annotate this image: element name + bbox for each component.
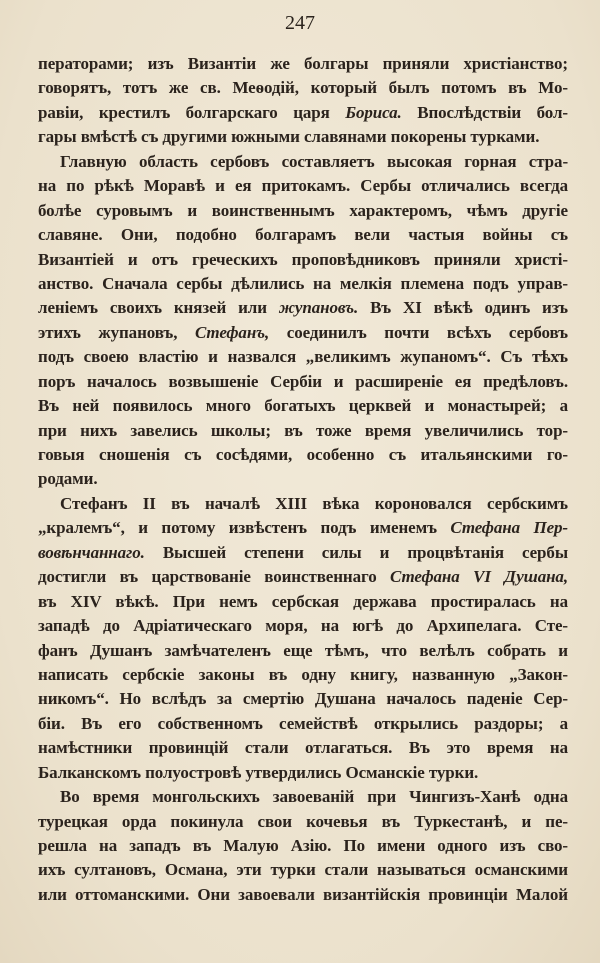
text-segment: или оттоманскими. Они завоевали византiйскiя провинцiи Малой <box>38 884 568 904</box>
text-segment: Высшей степени силы и процвѣтанiя сербы <box>144 542 568 562</box>
text-segment: Въ XI вѣкѣ одинъ изъ <box>358 298 568 318</box>
text-line <box>38 663 568 687</box>
text-segment: славяне. Они, подобно болгарамъ вели частыя войны съ <box>38 225 568 245</box>
text-segment: говыя сношенiя съ сосѣдями, особенно съ итальянскими го- <box>38 445 568 464</box>
text-line <box>38 639 568 663</box>
body-text <box>38 52 568 907</box>
text-segment: Византiей и отъ греческихъ проповѣдниковъ приняли христi- <box>38 249 568 269</box>
text-line <box>38 516 568 540</box>
text-line <box>38 345 568 369</box>
text-segment: намѣстники провинцiй стали отлагаться. Въ это время на <box>38 738 568 758</box>
italic-text: Бориса. <box>345 102 402 122</box>
text-segment: никомъ“. Но вслѣдъ за смертiю Душана началось паденiе Сер- <box>38 689 568 709</box>
text-line <box>38 443 568 467</box>
text-line <box>38 223 568 247</box>
text-line <box>38 541 568 565</box>
text-segment: на по рѣкѣ Моравѣ и ея притокамъ. Сербы отличались всегда <box>38 176 568 196</box>
text-segment: соединилъ почти всѣхъ сербовъ <box>269 322 568 342</box>
text-segment: этихъ жупановъ, <box>38 322 195 342</box>
text-line <box>38 810 568 834</box>
text-segment: турецкая орда покинула свои кочевья въ Туркестанѣ, и пе- <box>38 811 568 831</box>
italic-text: Стефанъ, <box>194 322 270 342</box>
text-line <box>38 76 568 100</box>
text-segment: въ XIV вѣкѣ. При немъ сербская держава простиралась на <box>38 591 568 611</box>
text-segment: ихъ султановъ, Османа, эти турки стали называться османскими <box>38 860 568 880</box>
text-line <box>38 394 568 418</box>
text-segment: Впослѣдствiи бол- <box>401 102 568 122</box>
text-line <box>38 467 568 491</box>
text-segment: западѣ до Адрiатическаго моря, на югѣ до Архипелага. Сте- <box>38 616 568 636</box>
text-segment: подъ своею властiю и назвался „великимъ жупаномъ“. Съ тѣхъ <box>38 347 568 367</box>
page-number: 247 <box>285 12 315 34</box>
text-segment: родами. <box>38 469 98 489</box>
text-segment: анство. Сначала сербы дѣлились на мелкiя племена подъ управ- <box>38 273 568 293</box>
text-segment: равiи, крестилъ болгарскаго царя <box>38 102 346 122</box>
text-segment: Балканскомъ полуостровѣ утвердились Османскiе турки. <box>38 762 479 782</box>
text-segment: ленiемъ своихъ князей или <box>38 298 279 318</box>
text-segment: фанъ Душанъ замѣчателенъ еще тѣмъ, что велѣлъ собрать и <box>38 640 568 660</box>
text-segment: Стефанъ II въ началѣ XIII вѣка короновался сербскимъ <box>60 493 568 513</box>
text-line <box>38 101 568 125</box>
text-line <box>38 761 568 785</box>
italic-text: Стефана VI Душана, <box>390 567 568 587</box>
italic-text: Стефана Пер- <box>450 518 568 538</box>
text-line <box>38 687 568 711</box>
text-line <box>38 858 568 882</box>
text-segment: Главную область сербовъ составляетъ высокая горная стра- <box>60 151 568 171</box>
text-segment: поръ началось возвышенiе Сербiи и расширенiе ея предѣловъ. <box>38 371 568 391</box>
text-line <box>38 199 568 223</box>
text-segment: Въ ней появилось много богатыхъ церквей и монастырей; а <box>38 396 568 416</box>
text-line <box>38 419 568 443</box>
text-line <box>38 614 568 638</box>
italic-text: вовѣнчаннаго. <box>38 542 145 562</box>
text-line <box>38 834 568 858</box>
text-line <box>38 321 568 345</box>
text-segment: достигли въ царствованiе воинственнаго <box>38 567 391 587</box>
text-segment: „кралемъ“, и потому извѣстенъ подъ именемъ <box>38 518 451 538</box>
text-line <box>38 785 568 809</box>
text-line <box>38 296 568 320</box>
text-segment: решла на западъ въ Малую Азiю. По имени одного изъ сво- <box>38 836 568 855</box>
text-line <box>38 125 568 149</box>
text-segment: написать сербскiе законы въ одну книгу, названную „Закон- <box>38 664 568 684</box>
text-segment: говорятъ, тотъ же св. Меѳодiй, который былъ потомъ въ Мо- <box>38 78 568 98</box>
text-line <box>38 736 568 760</box>
text-segment: бiи. Въ его собственномъ семействѣ открылись раздоры; а <box>38 713 568 733</box>
text-segment: ператорами; изъ Византiи же болгары приняли христiанство; <box>38 54 568 73</box>
text-line <box>38 52 568 76</box>
text-line <box>38 883 568 907</box>
text-line <box>38 272 568 296</box>
text-segment: болѣе суровымъ и воинственнымъ характеромъ, чѣмъ другiе <box>38 200 568 220</box>
text-segment: при нихъ завелись школы; въ тоже время увеличились тор- <box>38 420 568 440</box>
text-line <box>38 150 568 174</box>
text-line <box>38 492 568 516</box>
text-segment: Во время монгольскихъ завоеванiй при Чингизъ-Ханѣ одна <box>60 787 568 807</box>
text-line <box>38 590 568 614</box>
text-line <box>38 565 568 589</box>
text-line <box>38 174 568 198</box>
text-line <box>38 370 568 394</box>
italic-text: жупановъ. <box>278 298 359 318</box>
text-segment: гары вмѣстѣ съ другими южными славянами покорены турками. <box>38 127 540 147</box>
text-line <box>38 712 568 736</box>
text-line <box>38 248 568 272</box>
